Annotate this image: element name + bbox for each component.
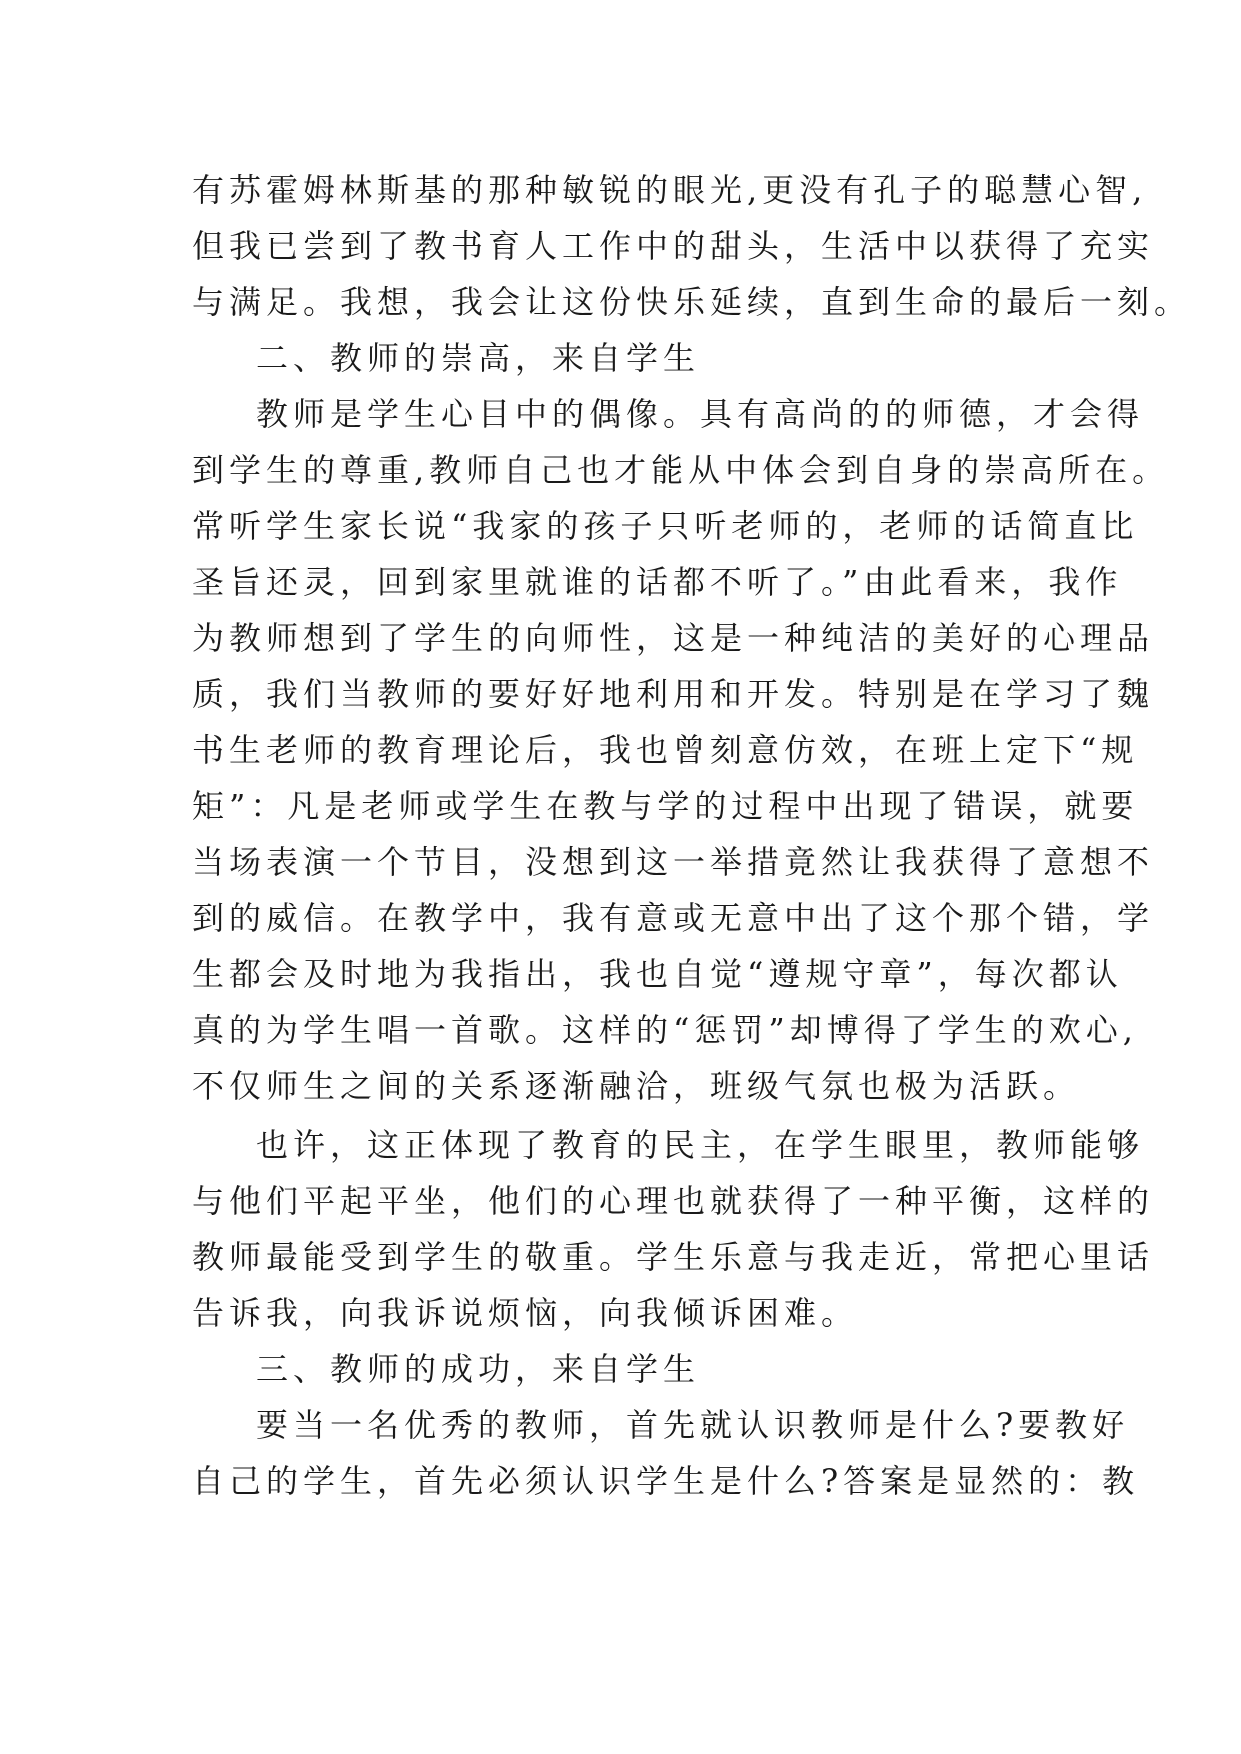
text-line: 到的威信。在教学中，我有意或无意中出了这个那个错，学 (192, 899, 1155, 937)
text-line: 要当一名优秀的教师，首先就认识教师是什么?要教好 (256, 1406, 1130, 1444)
text-line: 圣旨还灵，回到家里就谁的话都不听了。”由此看来，我作 (192, 563, 1123, 601)
text-line: 不仅师生之间的关系逐渐融洽，班级气氛也极为活跃。 (192, 1067, 1081, 1105)
text-line: 与他们平起平坐，他们的心理也就获得了一种平衡，这样的 (192, 1182, 1155, 1220)
text-line: 教师是学生心目中的偶像。具有高尚的的师德，才会得 (256, 395, 1145, 433)
text-line: 当场表演一个节目，没想到这一举措竟然让我获得了意想不 (192, 843, 1155, 881)
text-line: 有苏霍姆林斯基的那种敏锐的眼光,更没有孔子的聪慧心智, (192, 171, 1148, 209)
text-line: 但我已尝到了教书育人工作中的甜头，生活中以获得了充实 (192, 227, 1155, 265)
text-line: 与满足。我想，我会让这份快乐延续，直到生命的最后一刻。 (192, 283, 1192, 321)
section-heading: 二、教师的崇高，来自学生 (256, 339, 701, 377)
text-line: 矩”：凡是老师或学生在教与学的过程中出现了错误，就要 (192, 787, 1139, 825)
text-line: 告诉我，向我诉说烦恼，向我倾诉困难。 (192, 1294, 859, 1332)
text-line: 教师最能受到学生的敬重。学生乐意与我走近，常把心里话 (192, 1238, 1155, 1276)
text-line: 质，我们当教师的要好好地利用和开发。特别是在学习了魏 (192, 675, 1155, 713)
text-line: 自己的学生，首先必须认识学生是什么?答案是显然的：教 (192, 1462, 1140, 1500)
text-line: 也许，这正体现了教育的民主，在学生眼里，教师能够 (256, 1126, 1145, 1164)
text-line: 常听学生家长说“我家的孩子只听老师的，老师的话简直比 (192, 507, 1139, 545)
text-line: 生都会及时地为我指出，我也自觉“遵规守章”，每次都认 (192, 955, 1123, 993)
text-line: 真的为学生唱一首歌。这样的“惩罚”却博得了学生的欢心, (192, 1011, 1138, 1049)
section-heading: 三、教师的成功，来自学生 (256, 1350, 701, 1388)
text-line: 书生老师的教育理论后，我也曾刻意仿效，在班上定下“规 (192, 731, 1139, 769)
text-line: 为教师想到了学生的向师性，这是一种纯洁的美好的心理品 (192, 619, 1155, 657)
text-line: 到学生的尊重,教师自己也才能从中体会到自身的崇高所在。 (192, 451, 1170, 489)
